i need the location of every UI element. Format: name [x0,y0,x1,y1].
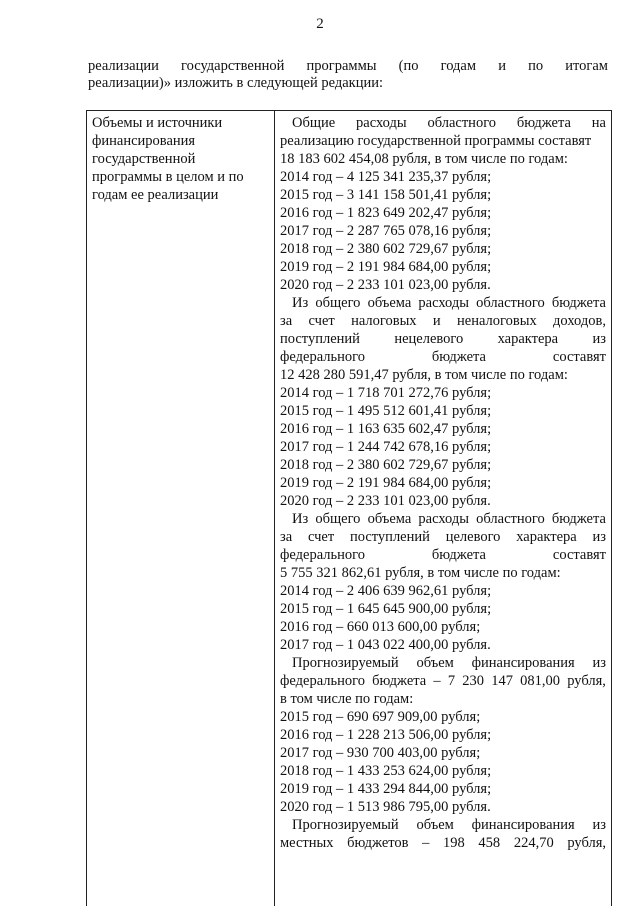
value-line: 2020 год – 2 233 101 023,00 рубля. [280,493,491,509]
intro-word: государственной [181,58,285,74]
value-word: рубля, [567,673,606,689]
value-word: местных [280,835,334,851]
value-word: бюджета [372,673,427,689]
value-word: налоговых [351,313,417,329]
label-line: программы в целом и по [92,169,244,185]
value-line: 2016 год – 1 228 213 506,00 рубля; [280,727,492,743]
value-word: счет [308,313,335,329]
value-line [280,510,606,528]
value-line: 5 755 321 862,61 рубля, в том числе по годам: [280,565,561,581]
value-line: 2020 год – 2 233 101 023,00 рубля. [280,277,491,293]
value-line [280,348,606,366]
value-word: рубля, [567,835,606,851]
value-line [280,546,606,564]
value-word: объем [416,817,454,833]
value-line [280,672,606,690]
value-word: областного [476,295,545,311]
value-word: составят [552,349,606,365]
intro-word: (по [398,58,419,74]
value-line: 2017 год – 2 287 765 078,16 рубля; [280,223,492,239]
value-line: 2018 год – 2 380 602 729,67 рубля; [280,241,492,257]
value-word: поступлений [349,529,430,545]
value-line: реализацию государственной программы составят [280,133,592,149]
value-word: расходы [418,511,470,527]
value-word: – [422,835,430,851]
value-line: 2019 год – 1 433 294 844,00 рубля; [280,781,492,797]
value-line [280,816,606,834]
value-line: 2014 год – 2 406 639 962,61 рубля; [280,583,492,599]
value-word: доходов, [553,313,606,329]
value-line: 2016 год – 660 013 600,00 рубля; [280,619,481,635]
value-word: счет [307,529,335,545]
value-word: федерального [280,547,365,563]
value-word: объема [367,295,412,311]
value-word: за [280,313,293,329]
intro-word: итогам [565,58,608,74]
value-word: характера [516,529,577,545]
value-word: 224,70 [513,835,554,851]
value-word: 230 [462,673,485,689]
value-line: 2017 год – 1 043 022 400,00 рубля. [280,637,491,653]
value-word: Прогнозируемый [292,655,399,671]
intro-line-1 [88,58,608,75]
value-line [280,528,606,546]
intro-word: годам [440,58,477,74]
intro-line-2: реализации)» изложить в следующей редакции: [88,75,384,91]
value-word: общего [315,295,361,311]
value-word: бюджета [551,295,606,311]
value-word: общего [315,511,361,527]
value-line: 2015 год – 1 645 645 900,00 рубля; [280,601,492,617]
value-line: 2019 год – 2 191 984 684,00 рубля; [280,475,492,491]
value-word: составят [552,547,606,563]
value-line: 2017 год – 930 700 403,00 рубля; [280,745,481,761]
value-word: областного [427,115,497,131]
intro-word: реализации [88,58,159,74]
value-word: областного [476,511,545,527]
intro-word: и [498,58,506,74]
value-word: Прогнозируемый [292,817,399,833]
label-line: финансирования [92,133,196,149]
value-word: объем [416,655,454,671]
value-word: 458 [478,835,501,851]
intro-paragraph [88,58,608,92]
passport-table [86,110,612,906]
value-word: – [433,673,441,689]
value-word: бюджета [516,115,571,131]
value-word: нецелевого [394,331,464,347]
column-divider [274,111,275,906]
value-line [280,312,606,330]
value-line [280,654,606,672]
label-line: годам ее реализации [92,187,219,203]
value-line [280,114,606,132]
value-word: неналоговых [457,313,537,329]
value-word: на [591,115,606,131]
value-line: 2018 год – 1 433 253 624,00 рубля; [280,763,492,779]
value-line: в том числе по годам: [280,691,414,707]
value-word: 198 [443,835,465,851]
value-line [280,294,606,312]
value-word: финансирования [471,655,575,671]
value-line: 2020 год – 1 513 986 795,00 рубля. [280,799,491,815]
value-word: Из [292,511,309,527]
value-word: Общие [292,115,336,131]
value-word: 147 [491,673,513,689]
table-value-cell [280,114,606,852]
value-word: объема [367,511,412,527]
value-line: 2015 год – 1 495 512 601,41 рубля; [280,403,492,419]
table-label-cell [92,114,270,204]
value-line: 2014 год – 1 718 701 272,76 рубля; [280,385,492,401]
value-word: целевого [445,529,501,545]
value-word: бюджетов [347,835,409,851]
value-word: бюджета [551,511,606,527]
value-line: 2015 год – 3 141 158 501,41 рубля; [280,187,492,203]
intro-word: программы [306,58,377,74]
value-word: бюджета [431,349,486,365]
value-line: 2015 год – 690 697 909,00 рубля; [280,709,481,725]
value-line: 12 428 280 591,47 рубля, в том числе по годам: [280,367,568,383]
value-word: расходы [356,115,407,131]
value-word: из [592,655,606,671]
value-line: 2018 год – 2 380 602 729,67 рубля; [280,457,492,473]
value-word: за [280,529,293,545]
label-line: государственной [92,151,196,167]
value-word: Из [292,295,309,311]
value-line: 2016 год – 1 823 649 202,47 рубля; [280,205,492,221]
value-word: финансирования [471,817,575,833]
value-word: из [592,817,606,833]
value-word: федерального [280,673,365,689]
value-word: 081,00 [520,673,561,689]
value-word: из [592,331,606,347]
value-line [280,834,606,852]
value-line [280,330,606,348]
value-word: федерального [280,349,365,365]
value-word: бюджета [431,547,486,563]
value-word: характера [497,331,559,347]
value-line: 18 183 602 454,08 рубля, в том числе по годам: [280,151,568,167]
value-word: расходы [418,295,470,311]
value-line: 2014 год – 4 125 341 235,37 рубля; [280,169,492,185]
value-line: 2019 год – 2 191 984 684,00 рубля; [280,259,492,275]
value-line: 2016 год – 1 163 635 602,47 рубля; [280,421,492,437]
label-line: Объемы и источники [92,115,223,131]
intro-word: по [528,58,544,74]
value-word: из [592,529,606,545]
value-word: 7 [447,673,456,689]
value-word: поступлений [280,331,360,347]
page-number: 2 [316,16,324,32]
value-line: 2017 год – 1 244 742 678,16 рубля; [280,439,492,455]
value-word: и [432,313,441,329]
